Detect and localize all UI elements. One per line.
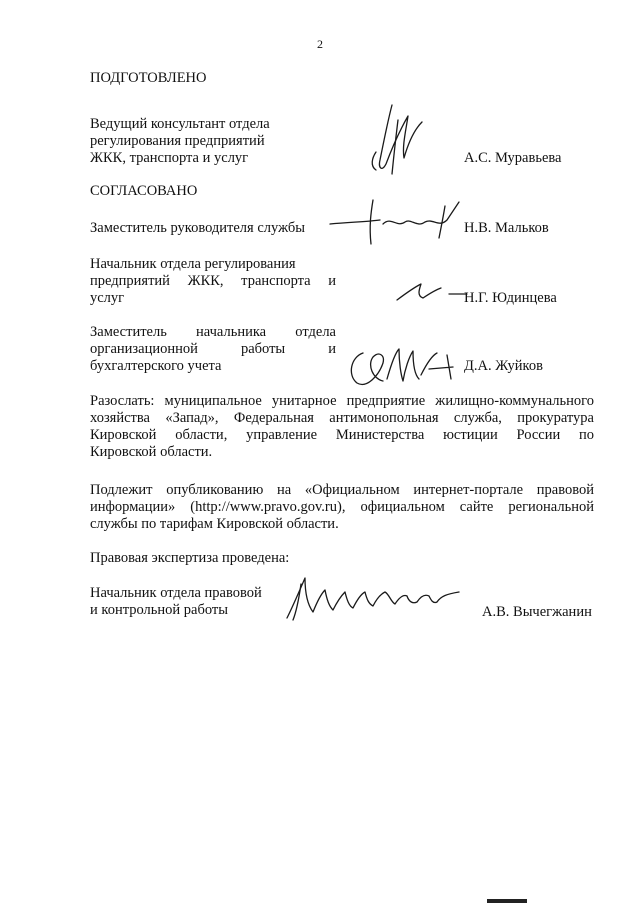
- position-line: предприятий ЖКК, транспорта и: [90, 273, 336, 289]
- agreed-signer-name: Н.В. Мальков: [464, 220, 549, 236]
- page-number: 2: [317, 37, 323, 51]
- distribution-line: Разослать: муниципальное унитарное предприятие жилищно-коммунального: [90, 393, 594, 409]
- position-line: и контрольной работы: [90, 602, 228, 618]
- publication-line: информации» (http://www.pravo.gov.ru), официальном сайте региональной: [90, 499, 594, 515]
- position-line: Начальник отдела правовой: [90, 585, 262, 601]
- signature-zhuykov: [343, 345, 461, 391]
- legal-review-statement: Правовая экспертиза проведена:: [90, 550, 290, 566]
- distribution-paragraph: [90, 393, 594, 461]
- prepared-heading: ПОДГОТОВЛЕНО: [90, 70, 207, 86]
- distribution-line: Кировской области, управление Министерства юстиции России по: [90, 427, 594, 443]
- publication-line: службы по тарифам Кировской области.: [90, 516, 339, 532]
- position-line: Заместитель начальника отдела: [90, 324, 336, 340]
- position-line: услуг: [90, 290, 125, 306]
- agreed-signer-position: Заместитель руководителя службы: [90, 220, 306, 236]
- publication-line: Подлежит опубликованию на «Официальном интернет-портале правовой: [90, 482, 594, 498]
- position-line: организационной работы и: [90, 341, 336, 357]
- prepared-name: А.С. Муравьева: [464, 150, 562, 166]
- bottom-edge-mark: [487, 899, 527, 903]
- agreed-signer-position: [90, 324, 336, 375]
- signature-malkov: [325, 192, 475, 252]
- agreed-heading: СОГЛАСОВАНО: [90, 183, 198, 199]
- distribution-line: хозяйства «Запад», Федеральная антимонопольная служба, прокуратура: [90, 410, 594, 426]
- position-line: ЖКК, транспорта и услуг: [90, 150, 249, 166]
- position-line: Ведущий консультант отдела: [90, 116, 270, 132]
- publication-paragraph: [90, 482, 594, 533]
- signature-yudintseva: [393, 280, 471, 308]
- signature-muravyeva: [362, 100, 442, 178]
- signature-vychegzhanin: [283, 572, 463, 622]
- legal-review-position: [90, 585, 262, 619]
- position-line: Начальник отдела регулирования: [90, 256, 296, 272]
- position-line: регулирования предприятий: [90, 133, 265, 149]
- agreed-signer-name: Н.Г. Юдинцева: [464, 290, 557, 306]
- agreed-signer-name: Д.А. Жуйков: [464, 358, 543, 374]
- prepared-position: [90, 116, 270, 167]
- legal-review-name: А.В. Вычегжанин: [482, 604, 592, 620]
- agreed-signer-position: [90, 256, 336, 307]
- distribution-line: Кировской области.: [90, 444, 213, 460]
- position-line: бухгалтерского учета: [90, 358, 222, 374]
